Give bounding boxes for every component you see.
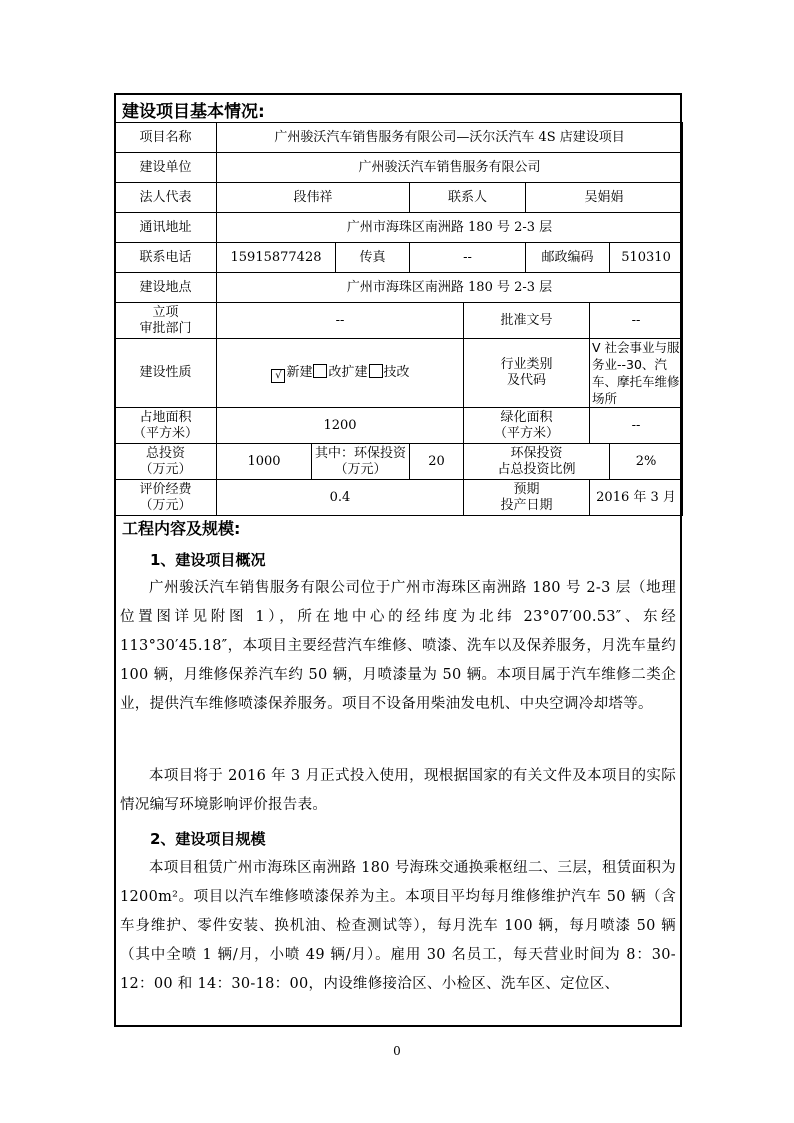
industry-value: V 社会事业与服务业--30、汽车、摩托车维修场所 — [590, 339, 683, 408]
phone-label: 联系电话 — [115, 243, 217, 273]
s2-paragraph-1: 本项目租赁广州市海珠区南洲路 180 号海珠交通换乘枢纽二、三层，租赁面积为 1200m²。项目以汽车维修喷漆保养为主。本项目平均每月维修维护汽车 50 辆（含车身维护、零件安装、换机油、检查测试等），每月洗车 100 辆，每月喷漆 50 辆（其中全喷 1 辆/月，小喷 49 辆/月）。雇用 30 名员工，每天营业时间为 8：30-12：00 和 14：30-18：00，内设维修接洽区、小检区、洗车区、定位区、 — [120, 860, 676, 992]
area-value: 1200 — [217, 408, 464, 444]
legal-rep-value: 段伟祥 — [217, 183, 410, 213]
nature-expand-checkbox[interactable] — [313, 364, 327, 378]
start-date-label — [464, 480, 590, 516]
site-value: 广州市海珠区南洲路 180 号 2-3 层 — [217, 273, 683, 303]
postcode-label: 邮政编码 — [526, 243, 610, 273]
industry-label-line2: 及代码 — [506, 373, 546, 388]
env-invest-label-line1: 其中：环保投资 — [314, 445, 406, 461]
nature-options — [217, 339, 464, 408]
invest-label-line1: 总投资 — [145, 445, 185, 461]
green-value: -- — [590, 408, 683, 444]
env-invest-label-line2: （万元） — [334, 461, 387, 477]
project-name-label: 项目名称 — [115, 123, 217, 153]
invest-label — [115, 444, 217, 480]
green-label-line1: 绿化面积 — [500, 409, 553, 425]
approval-no-label: 批准文号 — [464, 303, 590, 339]
invest-label-line2: （万元） — [139, 461, 192, 477]
s1-paragraph-2: 本项目将于 2016 年 3 月正式投入使用，现根据国家的有关文件及本项目的实际情况编写环境影响评价报告表。 — [120, 768, 676, 813]
builder-value: 广州骏沃汽车销售服务有限公司 — [217, 153, 683, 183]
env-ratio-label-line1: 环保投资 — [510, 445, 563, 461]
eval-fee-label-line2: （万元） — [139, 497, 192, 513]
nature-tech-label: 技改 — [383, 364, 410, 380]
fax-label: 传真 — [336, 243, 410, 273]
env-invest-label — [312, 444, 410, 480]
address-value: 广州市海珠区南洲路 180 号 2-3 层 — [217, 213, 683, 243]
nature-tech-checkbox[interactable] — [369, 364, 383, 378]
postcode-value: 510310 — [610, 243, 683, 273]
approval-dept-value: -- — [217, 303, 464, 339]
industry-label — [464, 339, 590, 408]
start-date-label-line1: 预期 — [513, 481, 540, 497]
eval-fee-value: 0.4 — [217, 480, 464, 516]
builder-label: 建设单位 — [115, 153, 217, 183]
phone-value: 15915877428 — [217, 243, 336, 273]
approval-dept-label-line1: 立项 — [152, 304, 179, 320]
green-label — [464, 408, 590, 444]
nature-expand-label: 改扩建 — [328, 364, 368, 380]
green-label-line2: （平方米） — [493, 425, 559, 441]
area-label-line2: （平方米） — [132, 425, 198, 441]
approval-dept-label-line2: 审批部门 — [139, 320, 192, 336]
address-label: 通讯地址 — [115, 213, 217, 243]
contact-value: 吴娟娟 — [526, 183, 683, 213]
nature-new-checkbox[interactable]: √ — [271, 369, 285, 383]
project-name-value: 广州骏沃汽车销售服务有限公司—沃尔沃汽车 4S 店建设项目 — [217, 123, 683, 153]
fax-value: -- — [410, 243, 526, 273]
env-invest-value: 20 — [410, 444, 464, 480]
start-date-value: 2016 年 3 月 — [590, 480, 683, 516]
s2-heading: 2、建设项目规模 — [150, 830, 266, 848]
eval-fee-label — [115, 480, 217, 516]
contact-label: 联系人 — [410, 183, 526, 213]
s1-heading: 1、建设项目概况 — [150, 551, 266, 569]
area-label — [115, 408, 217, 444]
eval-fee-label-line1: 评价经费 — [139, 481, 192, 497]
area-label-line1: 占地面积 — [139, 409, 192, 425]
start-date-label-line2: 投产日期 — [500, 497, 553, 513]
s1-paragraph-1: 广州骏沃汽车销售服务有限公司位于广州市海珠区南洲路 180 号 2-3 层（地理位置图详见附图 1），所在地中心的经纬度为北纬 23°07′00.53″、东经 113°30′45.18″，本项目主要经营汽车维修、喷漆、洗车以及保养服务，月洗车量约 100 辆，月维修保养汽车约 50 辆，月喷漆量为 50 辆。本项目属于汽车维修二类企业，提供汽车维修喷漆保养服务。项目不设备用柴油发电机、中央空调冷却塔等。 — [120, 580, 676, 712]
approval-dept-label — [115, 303, 217, 339]
legal-rep-label: 法人代表 — [115, 183, 217, 213]
approval-no-value: -- — [590, 303, 683, 339]
page-title: 建设项目基本情况: — [122, 102, 265, 122]
env-ratio-label-line2: 占总投资比例 — [497, 461, 576, 477]
industry-label-line1: 行业类别 — [500, 357, 553, 372]
invest-value: 1000 — [217, 444, 312, 480]
nature-label: 建设性质 — [115, 339, 217, 408]
page-number: 0 — [393, 1044, 401, 1058]
project-info-table — [114, 122, 683, 516]
nature-new-label: 新建 — [286, 364, 313, 380]
env-ratio-label — [464, 444, 610, 480]
site-label: 建设地点 — [115, 273, 217, 303]
section-title: 工程内容及规模: — [122, 519, 241, 538]
env-ratio-value: 2% — [610, 444, 683, 480]
